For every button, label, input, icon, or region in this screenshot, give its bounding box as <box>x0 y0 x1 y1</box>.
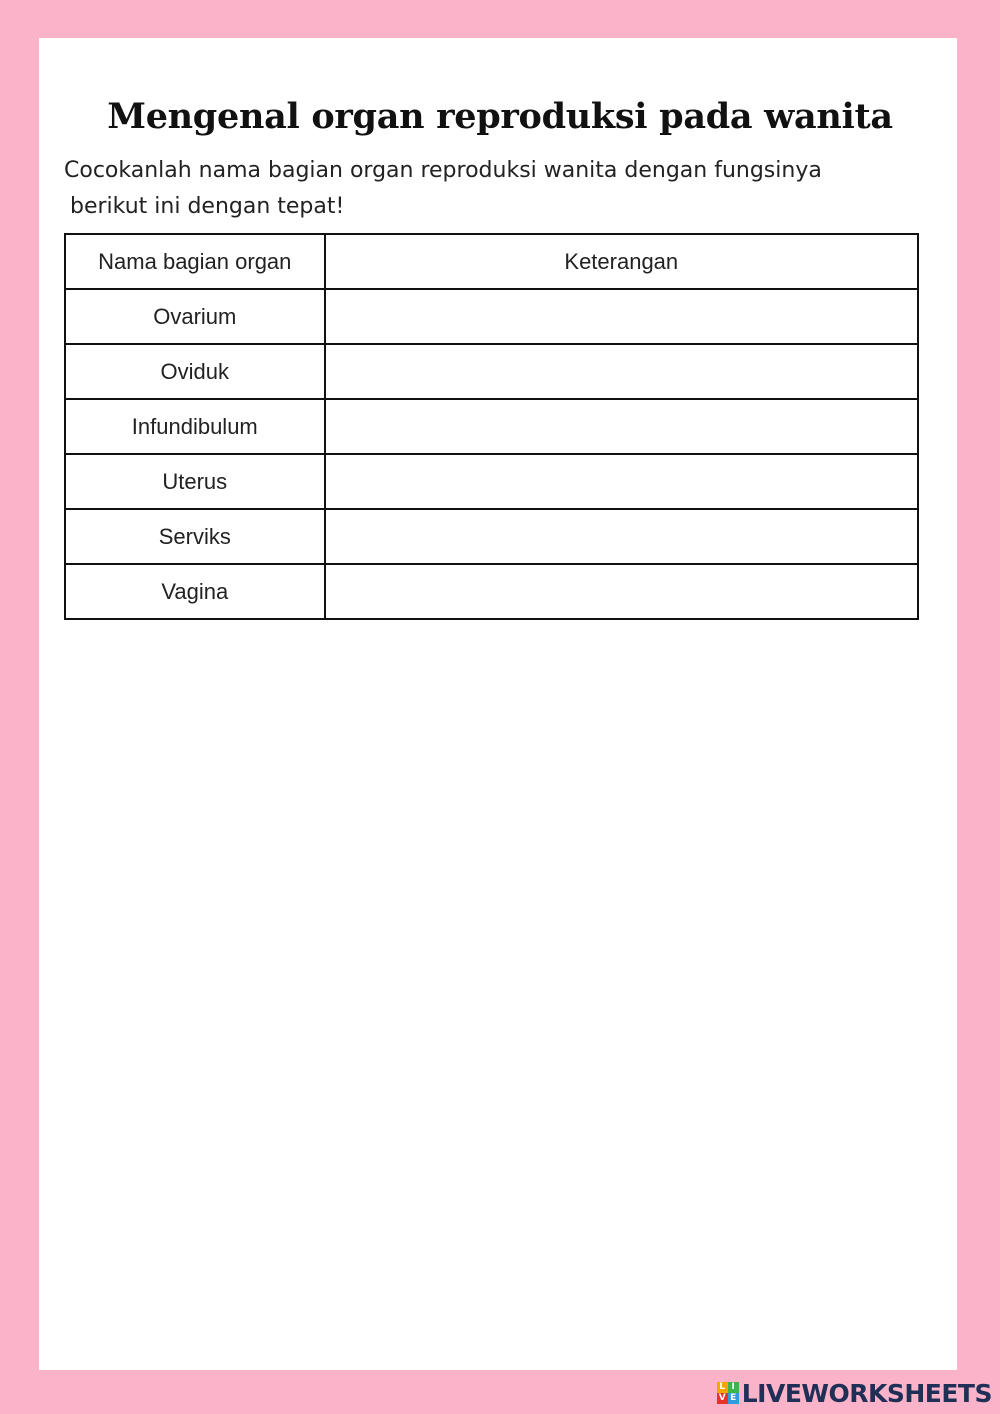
table-header-row <box>65 234 918 289</box>
organ-name-cell: Ovarium <box>65 289 325 344</box>
header-organ-name: Nama bagian organ <box>65 234 325 289</box>
organ-name-cell: Serviks <box>65 509 325 564</box>
organ-name-cell: Oviduk <box>65 344 325 399</box>
organ-matching-table <box>64 233 919 620</box>
table-row <box>65 399 918 454</box>
organ-name-cell: Uterus <box>65 454 325 509</box>
logo-mark-letter: I <box>728 1382 739 1393</box>
description-answer-cell[interactable] <box>325 399 918 454</box>
liveworksheets-logo-text: LIVEWORKSHEETS <box>741 1378 992 1408</box>
organ-name-cell: Infundibulum <box>65 399 325 454</box>
worksheet-instruction <box>64 153 929 225</box>
table-row <box>65 289 918 344</box>
logo-mark-letter: V <box>717 1393 728 1404</box>
liveworksheets-logo[interactable] <box>717 1378 992 1408</box>
description-answer-cell[interactable] <box>325 454 918 509</box>
table-row <box>65 344 918 399</box>
table-row <box>65 509 918 564</box>
logo-mark-letter: E <box>728 1393 739 1404</box>
table-row <box>65 454 918 509</box>
description-answer-cell[interactable] <box>325 509 918 564</box>
instruction-line-2: berikut ini dengan tepat! <box>70 194 345 219</box>
worksheet-title: Mengenal organ reproduksi pada wanita <box>107 96 893 137</box>
description-answer-cell[interactable] <box>325 289 918 344</box>
description-answer-cell[interactable] <box>325 564 918 619</box>
liveworksheets-logo-icon <box>717 1382 739 1404</box>
organ-name-cell: Vagina <box>65 564 325 619</box>
instruction-line-1: Cocokanlah nama bagian organ reproduksi wanita dengan fungsinya <box>64 158 822 183</box>
description-answer-cell[interactable] <box>325 344 918 399</box>
table-row <box>65 564 918 619</box>
header-description: Keterangan <box>325 234 918 289</box>
logo-mark-letter: L <box>717 1382 728 1393</box>
